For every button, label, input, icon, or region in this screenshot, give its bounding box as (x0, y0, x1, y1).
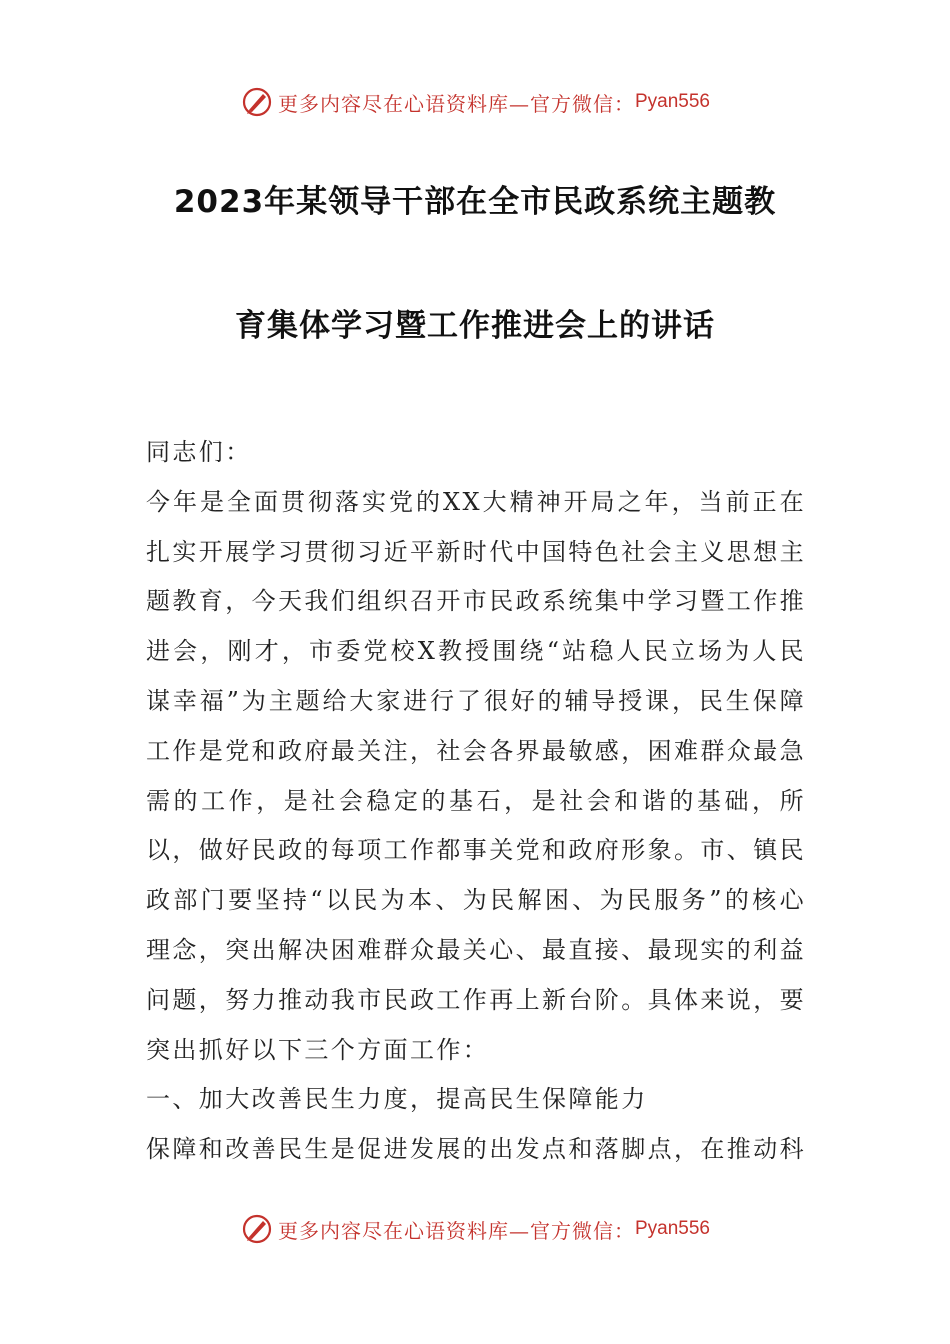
salutation: 同志们： (146, 438, 252, 466)
header-watermark (0, 82, 950, 122)
document-title-line-2: 育集体学习暨工作推进会上的讲话 (235, 308, 715, 344)
document-body (146, 428, 806, 1175)
pen-circle-icon (240, 85, 274, 119)
pen-circle-icon (240, 1212, 274, 1246)
watermark-text: 更多内容尽在心语资料库—官方微信： (277, 1218, 635, 1243)
watermark-wechat-id: Pyan556 (634, 1218, 710, 1239)
paragraph: 今年是全面贯彻落实党的XX大精神开局之年，当前正在扎实开展学习贯彻习近平新时代中国特色社会主义思想主题教育，今天我们组织召开市民政系统集中学习暨工作推进会，刚才，市委党校X教授围绕“站稳人民立场为人民谋幸福”为主题给大家进行了很好的辅导授课，民生保障工作是党和政府最关注，社会各界最敏感，困难群众最急需的工作，是社会稳定的基石，是社会和谐的基础，所以，做好民政的每项工作都事关党和政府形象。市、镇民政部门要坚持“以民为本、为民解困、为民服务”的核心理念，突出解决困难群众最关心、最直接、最现实的利益问题，努力推动我市民政工作再上新台阶。具体来说，要突出抓好以下三个方面工作： (146, 487, 806, 1064)
section-heading: 一、加大改善民生力度，提高民生保障能力 (146, 1085, 648, 1114)
footer-watermark (0, 1209, 950, 1249)
paragraph: 保障和改善民生是促进发展的出发点和落脚点，在推动科 (146, 1135, 806, 1164)
document-title-line-1: 2023年某领导干部在全市民政系统主题教 (173, 184, 777, 220)
watermark-wechat-id: Pyan556 (634, 91, 710, 112)
watermark-text: 更多内容尽在心语资料库—官方微信： (277, 91, 635, 116)
